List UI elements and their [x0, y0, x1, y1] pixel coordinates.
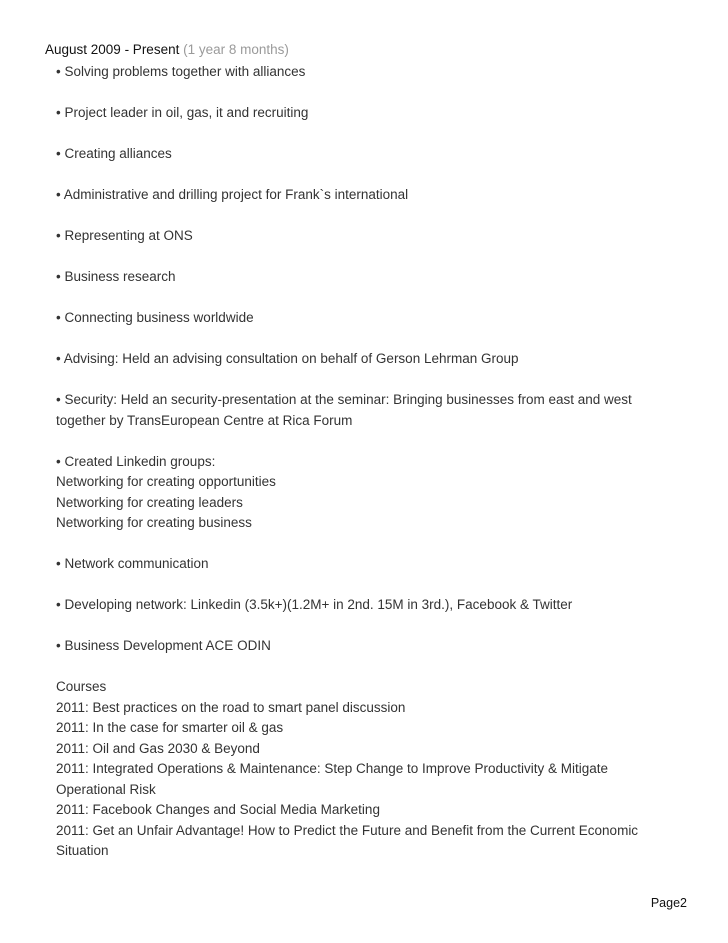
text-line: • Creating alliances	[56, 146, 172, 161]
text-line: Courses	[56, 679, 107, 694]
courses-section	[56, 677, 706, 862]
bullet-item	[56, 349, 706, 370]
bullet-item	[56, 554, 706, 575]
position-date-range: August 2009 - Present	[45, 42, 180, 57]
text-line: • Created Linkedin groups:	[56, 453, 216, 469]
text-line: • Advising: Held an advising consultation on behalf of Gerson Lehrman Group	[56, 351, 519, 366]
text-line: • Project leader in oil, gas, it and recruiting	[56, 105, 309, 120]
text-line: 2011: Integrated Operations & Maintenance: Step Change to Improve Productivity & Mitigate	[56, 761, 609, 776]
text-line: 2011: Facebook Changes and Social Media Marketing	[56, 802, 380, 817]
paragraph-gap	[56, 616, 706, 637]
paragraph-gap	[56, 165, 706, 186]
text-line: • Security: Held an security-presentation at the seminar: Bringing businesses from east and west	[56, 392, 632, 407]
bullet-item	[56, 267, 706, 288]
text-line: • Representing at ONS	[56, 228, 193, 243]
text-line: Networking for creating opportunities	[56, 474, 276, 489]
text-line: Situation	[56, 843, 109, 858]
text-line: 2011: In the case for smarter oil & gas	[56, 720, 284, 735]
position-description	[56, 62, 706, 862]
text-line: 2011: Get an Unfair Advantage! How to Predict the Future and Benefit from the Current Economic	[56, 822, 639, 838]
page-number: Page2	[650, 896, 687, 910]
text-line: • Business research	[56, 269, 176, 284]
text-line: • Business Development ACE ODIN	[56, 638, 271, 653]
bullet-item	[56, 595, 706, 616]
paragraph-gap	[56, 657, 706, 678]
paragraph-gap	[56, 247, 706, 268]
text-line: • Solving problems together with alliances	[56, 64, 306, 79]
text-line: • Developing network: Linkedin (3.5k+)(1.2M+ in 2nd. 15M in 3rd.), Facebook & Twitter	[56, 597, 573, 612]
bullet-item	[56, 185, 706, 206]
paragraph-gap	[56, 575, 706, 596]
bullet-item	[56, 62, 706, 83]
text-line: Networking for creating business	[56, 515, 252, 530]
paragraph-gap	[56, 124, 706, 145]
bullet-item	[56, 636, 706, 657]
text-line: • Network communication	[56, 556, 209, 571]
position-duration: (1 year 8 months)	[183, 42, 289, 57]
text-line: 2011: Best practices on the road to smart panel discussion	[56, 699, 406, 715]
paragraph-gap	[56, 329, 706, 350]
paragraph-gap	[56, 370, 706, 391]
position-dates	[45, 42, 289, 57]
bullet-item	[56, 452, 706, 534]
bullet-item	[56, 103, 706, 124]
text-line: together by TransEuropean Centre at Rica Forum	[56, 412, 353, 428]
bullet-item	[56, 308, 706, 329]
text-line: • Connecting business worldwide	[56, 310, 254, 325]
text-line: Networking for creating leaders	[56, 494, 243, 510]
bullet-item	[56, 226, 706, 247]
text-line: 2011: Oil and Gas 2030 & Beyond	[56, 740, 260, 756]
bullet-item	[56, 390, 706, 431]
paragraph-gap	[56, 534, 706, 555]
paragraph-gap	[56, 288, 706, 309]
paragraph-gap	[56, 206, 706, 227]
text-line: Operational Risk	[56, 781, 156, 797]
paragraph-gap	[56, 83, 706, 104]
bullet-item	[56, 144, 706, 165]
paragraph-gap	[56, 431, 706, 452]
text-line: • Administrative and drilling project for Frank`s international	[56, 187, 409, 202]
